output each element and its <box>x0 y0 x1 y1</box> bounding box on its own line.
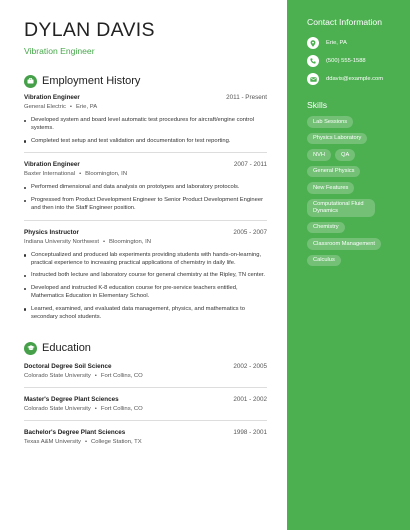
entry-bullet: Learned, examined, and evaluated data management, physics, and mathematics to secondary school students. <box>24 306 267 322</box>
education-degree: Doctoral Degree Soil Science <box>24 363 112 371</box>
skill-tag: Calculus <box>307 255 341 267</box>
entry-location: Erie, PA <box>75 104 98 110</box>
graduation-cap-icon <box>24 342 37 355</box>
entry-bullet: Conceptualized and produced lab experiments providing students with hands-on-learning, practical experience to increasing practical applications of chemistry in daily life. <box>24 252 267 268</box>
education-heading: Education <box>42 342 91 355</box>
education-dates: 2001 - 2002 <box>233 396 267 404</box>
employment-entry: Vibration Engineer 2011 - Present General Electric • Erie, PA Developed system and board level automatic test procedures for aircraft/engine control systems. Completed test setup and test validation and documentation for test reporting. <box>24 94 267 144</box>
education-location: Fort Collins, CO <box>100 406 143 413</box>
entry-bullet: Developed and instructed K-8 education course for pre-service teachers entitled, Mathematics Education in Elementary School. <box>24 285 267 301</box>
education-school: Colorado State University <box>24 373 91 380</box>
education-entry: Master's Degree Plant Sciences 2001 - 2002 Colorado State University • Fort Collins, CO <box>24 396 267 413</box>
education-entry: Bachelor's Degree Plant Sciences 1998 - 2001 Texas A&M University • College Station, TX <box>24 429 267 446</box>
divider <box>24 420 267 421</box>
entry-role: Physics Instructor <box>24 228 79 236</box>
employment-heading: Employment History <box>42 75 141 87</box>
sidebar <box>287 0 410 530</box>
candidate-title: Vibration Engineer <box>24 46 95 56</box>
education-dates: 2002 - 2005 <box>233 363 267 371</box>
divider <box>24 220 267 221</box>
skill-tag: Physics Laboratory <box>307 133 367 145</box>
education-degree: Master's Degree Plant Sciences <box>24 396 119 404</box>
entry-bullet: Instructed both lecture and laboratory course for general chemistry at the Ripley, TN center. <box>24 272 267 280</box>
phone-icon <box>307 55 319 67</box>
divider <box>24 387 267 388</box>
location-pin-icon <box>307 37 319 49</box>
entry-location: Bloomington, IN <box>109 238 151 245</box>
skill-tag: Classroom Management <box>307 238 381 250</box>
education-dates: 1998 - 2001 <box>233 429 267 437</box>
skill-tag: NVH <box>307 149 331 161</box>
skill-tag: New Features <box>307 182 354 194</box>
employment-entry: Physics Instructor 2005 - 2007 Indiana University Northwest • Bloomington, IN Conceptualized and produced lab experiments providing students with hands-on-learning, practical experience to increasing practical applications of chemistry in daily life. Instructed both lecture and laboratory course for general chemistry at the Ripley, TN center. Developed and instructed K-8 education course for pre-service teachers entitled, Mathematics Education in Elementary School. Learned, examined, and evaluated data management, physics, and mathematics to secondary school students. <box>24 228 267 320</box>
entry-bullet: Completed test setup and test validation and documentation for test reporting. <box>24 138 267 146</box>
skills-list <box>307 116 402 271</box>
education-school: Colorado State University <box>24 406 91 413</box>
education-degree: Bachelor's Degree Plant Sciences <box>24 429 126 437</box>
education-section-header <box>24 341 267 355</box>
divider <box>24 152 267 153</box>
education-location: College Station, TX <box>91 439 142 446</box>
entry-dates: 2007 - 2011 <box>233 161 267 169</box>
candidate-name: DYLAN DAVIS <box>24 19 155 41</box>
entry-bullet: Progressed from Product Development Engineer to Senior Product Development Engineer and then into the Staff Engineer position. <box>24 197 267 213</box>
skill-tag: Computational Fluid Dynamics <box>307 199 375 217</box>
contact-email-text: ddavis@example.com <box>326 76 384 82</box>
entry-location: Bloomington, IN <box>85 171 128 178</box>
education-location: Fort Collins, CO <box>100 373 143 380</box>
contact-phone <box>307 55 402 67</box>
entry-company: General Electric <box>24 104 66 110</box>
contact-location <box>307 37 402 49</box>
education-entry: Doctoral Degree Soil Science 2002 - 2005 Colorado State University • Fort Collins, CO <box>24 363 267 380</box>
employment-section-header <box>24 74 267 88</box>
contact-phone-text: (500) 555-1588 <box>326 58 366 64</box>
entry-dates: 2011 - Present <box>226 94 267 101</box>
entry-dates: 2005 - 2007 <box>233 228 267 236</box>
entry-company: Indiana University Northwest <box>24 238 99 245</box>
email-icon <box>307 73 319 85</box>
entry-bullet: Performed dimensional and data analysis on prototypes and laboratory protocols. <box>24 184 267 192</box>
contact-heading: Contact Information <box>307 17 382 27</box>
entry-role: Vibration Engineer <box>24 94 80 101</box>
employment-entry: Vibration Engineer 2007 - 2011 Baxter International • Bloomington, IN Performed dimensional and data analysis on prototypes and laboratory protocols. Progressed from Product Development Engineer to Senior Product Development Engineer and then into the Staff Engineer position. <box>24 161 267 211</box>
skills-heading: Skills <box>307 100 328 110</box>
entry-bullet: Developed system and board level automatic test procedures for aircraft/engine control systems. <box>24 117 267 133</box>
skill-tag: Lab Sessions <box>307 116 353 128</box>
contact-location-text: Erie, PA <box>326 40 347 46</box>
skill-tag: General Physics <box>307 166 360 178</box>
entry-company: Baxter International <box>24 171 76 178</box>
education-school: Texas A&M University <box>24 439 81 446</box>
entry-role: Vibration Engineer <box>24 161 80 169</box>
skill-tag: Chemistry <box>307 222 345 234</box>
briefcase-icon <box>24 75 37 88</box>
contact-email <box>307 73 402 85</box>
skill-tag: QA <box>335 149 355 161</box>
